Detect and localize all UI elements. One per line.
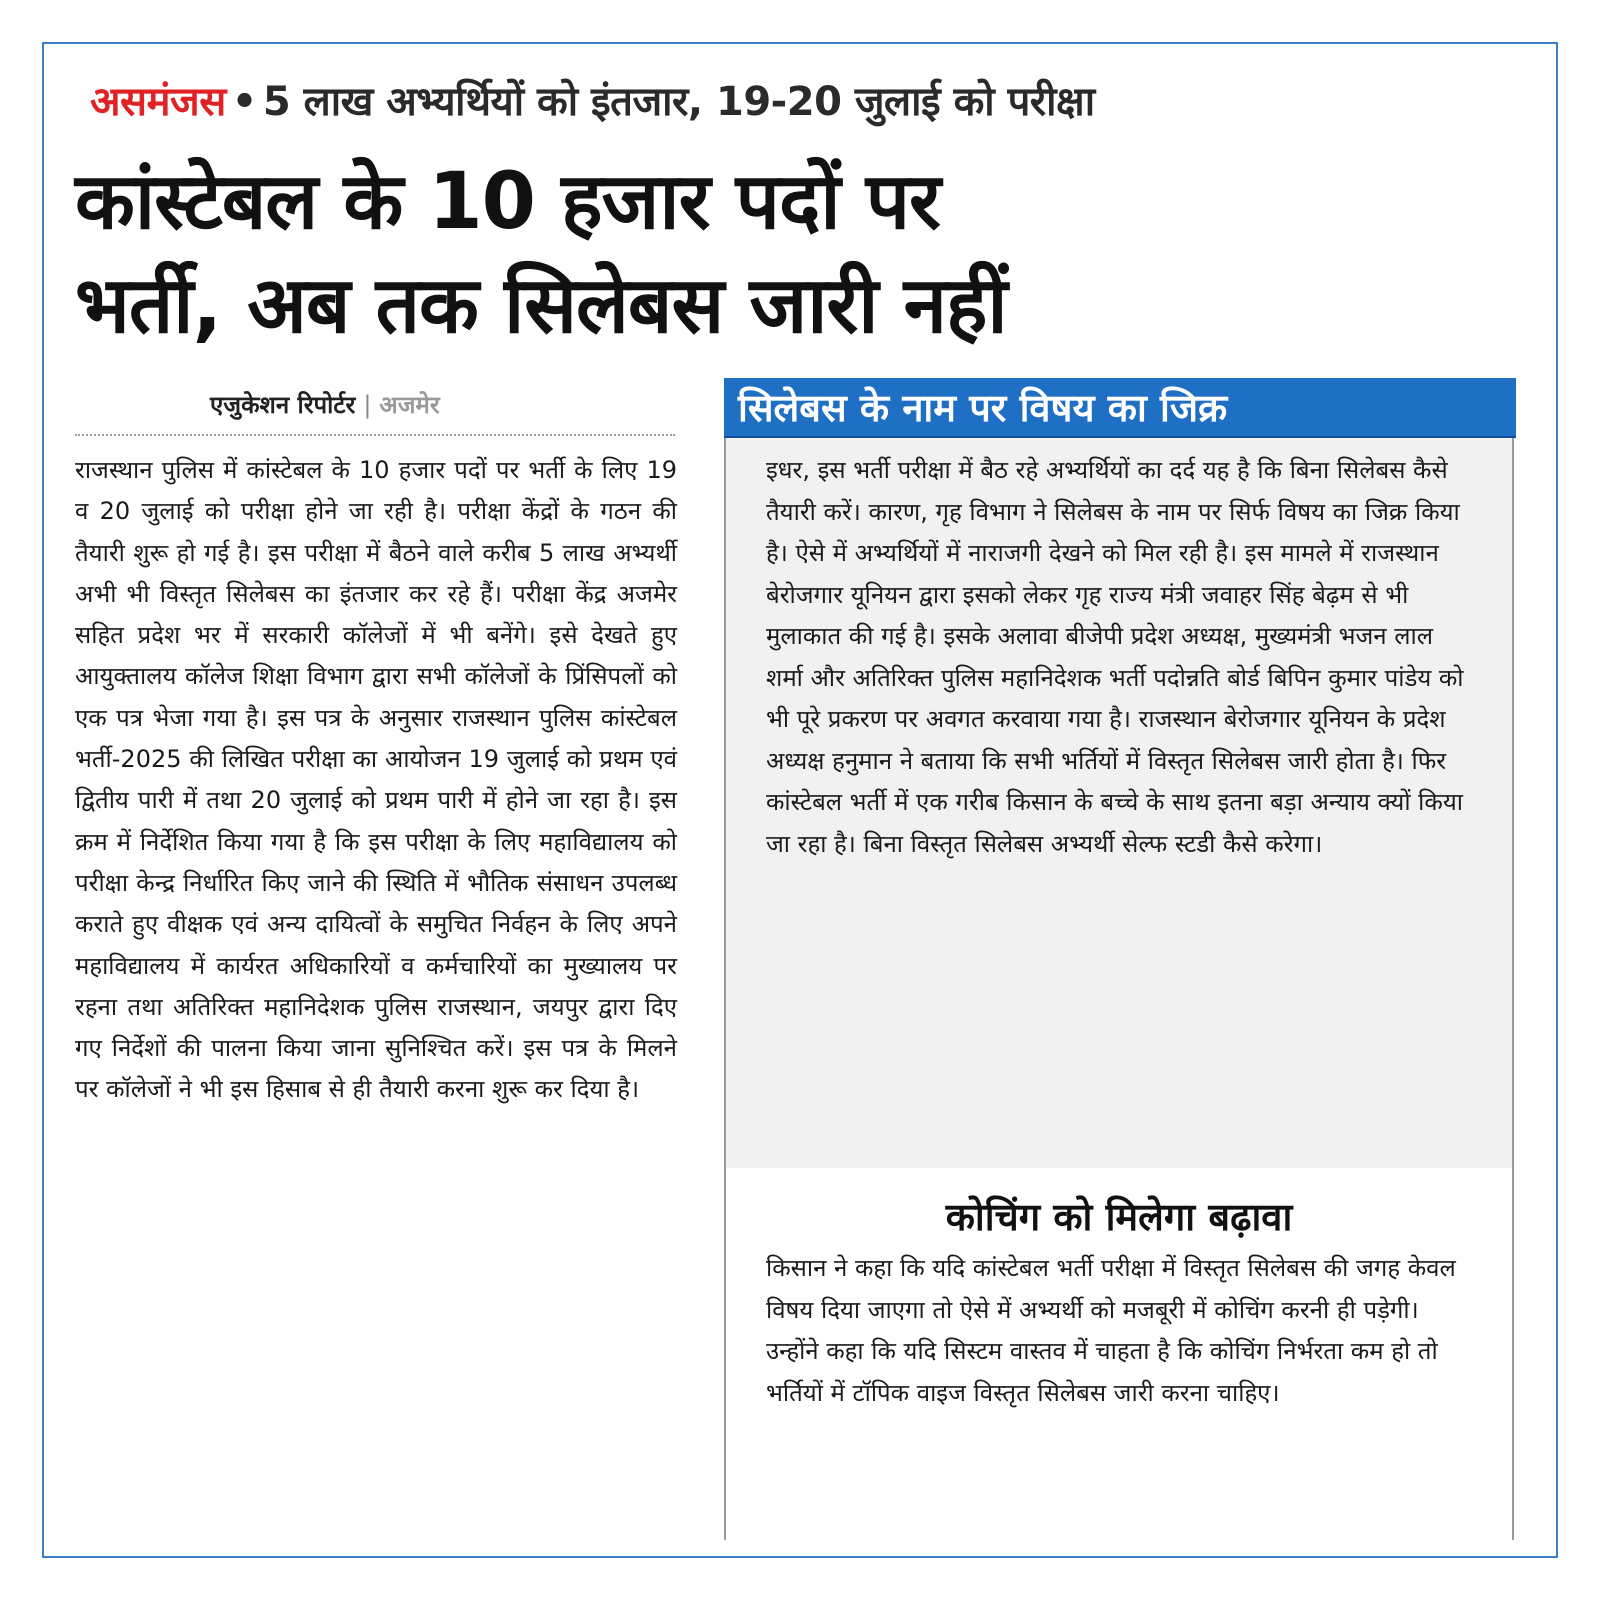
byline (210, 388, 440, 421)
byline-divider (75, 434, 675, 436)
kicker-line (90, 72, 1530, 127)
headline-line-2: भर्ती, अब तक सिलेबस जारी नहीं (75, 261, 1007, 351)
kicker-tag: असमंजस (90, 79, 226, 125)
byline-separator: | (363, 391, 372, 419)
byline-reporter: एजुकेशन रिपोर्टर (210, 391, 356, 419)
sidebar-body-2: किसान ने कहा कि यदि कांस्टेबल भर्ती परीक्षा में विस्तृत सिलेबस की जगह केवल विषय दिया जाएगा तो ऐसे में अभ्यर्थी को मजबूरी में कोचिंग करनी ही पड़ेगी। उन्होंने कहा कि यदि सिस्टम वास्तव में चाहता है कि कोचिंग निर्भरता कम हो तो भर्तियों में टॉपिक वाइज विस्तृत सिलेबस जारी करना चाहिए। (766, 1254, 1456, 1407)
kicker-text: 5 लाख अभ्यर्थियों को इंतजार, 19-20 जुलाई को परीक्षा (262, 79, 1095, 125)
sidebar-box (724, 378, 1514, 1540)
sidebar-body: इधर, इस भर्ती परीक्षा में बैठ रहे अभ्यर्थियों का दर्द यह है कि बिना सिलेबस कैसे तैयारी करें। कारण, गृह विभाग ने सिलेबस के नाम पर सिर्फ विषय का जिक्र किया है। ऐसे में अभ्यर्थियों में नाराजगी देखने को मिल रही है। इस मामले में राजस्थान बेरोजगार यूनियन द्वारा इसको लेकर गृह राज्य मंत्री जवाहर सिंह बेढ़म से भी मुलाकात की गई है। इसके अलावा बीजेपी प्रदेश अध्यक्ष, मुख्यमंत्री भजन लाल शर्मा और अतिरिक्त पुलिस महानिदेशक भर्ती पदोन्नति बोर्ड बिपिन कुमार पांडेय को भी पूरे प्रकरण पर अवगत करवाया गया है। राजस्थान बेरोजगार यूनियन के प्रदेश अध्यक्ष हनुमान ने बताया कि सभी भर्तियों में विस्तृत सिलेबस जारी होता है। फिर कांस्टेबल भर्ती में एक गरीब किसान के बच्चे के साथ इतना बड़ा अन्याय क्यों किया जा रहा है। बिना विस्तृत सिलेबस अभ्यर्थी सेल्फ स्टडी कैसे करेगा। (766, 456, 1464, 858)
sidebar-title: सिलेबस के नाम पर विषय का जिक्र (724, 378, 1516, 438)
byline-city: अजमेर (379, 391, 440, 419)
sidebar-subheading: कोचिंग को मिलेगा बढ़ावा (945, 1195, 1293, 1239)
kicker-bullet: • (231, 79, 257, 125)
main-story-body: राजस्थान पुलिस में कांस्टेबल के 10 हजार पदों पर भर्ती के लिए 19 व 20 जुलाई को परीक्षा होने जा रही है। परीक्षा केंद्रों के गठन की तैयारी शुरू हो गई है। इस परीक्षा में बैठने वाले करीब 5 लाख अभ्यर्थी अभी भी विस्तृत सिलेबस का इंतजार कर रहे हैं। परीक्षा केंद्र अजमेर सहित प्रदेश भर में सरकारी कॉलेजों में भी बनेंगे। इसे देखते हुए आयुक्तालय कॉलेज शिक्षा विभाग द्वारा सभी कॉलेजों के प्रिंसिपलों को एक पत्र भेजा गया है। इस पत्र के अनुसार राजस्थान पुलिस कांस्टेबल भर्ती-2025 की लिखित परीक्षा का आयोजन 19 जुलाई को प्रथम एवं द्वितीय पारी में तथा 20 जुलाई को प्रथम पारी में होने जा रहा है। इस क्रम में निर्देशित किया गया है कि इस परीक्षा के लिए महाविद्यालय को परीक्षा केन्द्र निर्धारित किए जाने की स्थिति में भौतिक संसाधन उपलब्ध कराते हुए वीक्षक एवं अन्य दायित्वों के समुचित निर्वहन के लिए अपने महाविद्यालय में कार्यरत अधिकारियों व कर्मचारियों का मुख्यालय पर रहना तथा अतिरिक्त महानिदेशक पुलिस राजस्थान, जयपुर द्वारा दिए गए निर्देशों की पालना किया जाना सुनिश्चित करें। इस पत्र के मिलने पर कॉलेजों ने भी इस हिसाब से ही तैयारी करना शुरू कर दिया है। (75, 456, 677, 1104)
headline-line-1: कांस्टेबल के 10 हजार पदों पर (75, 157, 940, 247)
headline (75, 150, 1535, 358)
